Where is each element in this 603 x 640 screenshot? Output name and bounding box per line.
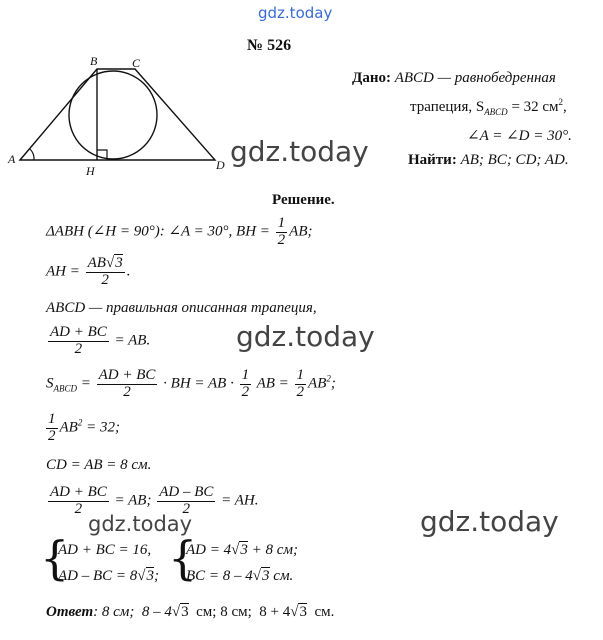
given-text-2b: = 32 см bbox=[507, 99, 559, 115]
find-label: Найти bbox=[408, 152, 452, 168]
l5-den3: 2 bbox=[296, 383, 305, 400]
sys1-b-end: ; bbox=[154, 568, 160, 584]
l4-frac bbox=[48, 325, 109, 358]
system-2-line-a: AD = 4√3 + 8 см; bbox=[186, 542, 298, 558]
l8-mid: = AB; bbox=[114, 492, 152, 509]
l1-text: ΔABH (∠H = 90°): ∠A = 30°, BH = bbox=[46, 223, 270, 240]
l5-mid2: AB = bbox=[256, 375, 289, 392]
l2-pre: AH = bbox=[46, 263, 80, 280]
l8-num1: AD + BC bbox=[50, 484, 107, 500]
l5-frac-2 bbox=[240, 368, 252, 401]
l2-root: 3 bbox=[115, 255, 123, 271]
l8-den2: 2 bbox=[182, 500, 191, 517]
given-text-2c: , bbox=[563, 99, 567, 115]
sys2-a-end: + 8 см; bbox=[247, 542, 298, 558]
l6-den: 2 bbox=[48, 427, 56, 444]
sys2-b-root: 3 bbox=[262, 568, 270, 584]
sys2-b-end: см. bbox=[269, 568, 294, 584]
solution-line-6 bbox=[46, 412, 120, 445]
given-text-2: трапеция, S bbox=[410, 99, 485, 115]
l2-num-text: AB bbox=[87, 255, 106, 271]
given-line-3 bbox=[352, 124, 572, 148]
system-1-brace: { bbox=[40, 531, 70, 585]
l8-end: = AH. bbox=[221, 492, 259, 509]
system-1-line-b: AD – BC = 8√3; bbox=[58, 568, 160, 584]
watermark-4: gdz.today bbox=[420, 505, 559, 538]
watermark-2: gdz.today bbox=[236, 320, 375, 353]
l5-den2: 2 bbox=[241, 383, 250, 400]
inscribed-circle bbox=[69, 71, 157, 159]
solution-line-7: CD = AB = 8 см. bbox=[46, 457, 152, 473]
given-block bbox=[352, 66, 572, 172]
system-2 bbox=[168, 531, 298, 589]
l6-tail: = 32; bbox=[82, 419, 120, 436]
system-1-line-a: AD + BC = 16, bbox=[58, 542, 152, 558]
l6-sup: 2 bbox=[77, 417, 83, 428]
answer-line: Ответ: 8 см; 8 – 4√3 см; 8 см; 8 + 4√3 см. bbox=[46, 604, 335, 620]
answer-root-1: 3 bbox=[181, 604, 189, 620]
sys2-a-root: 3 bbox=[240, 542, 248, 558]
l5-mid: · BH = AB · bbox=[163, 375, 234, 392]
given-line-2 bbox=[352, 90, 572, 124]
given-text-3: ∠A = ∠D = 30°. bbox=[467, 128, 572, 144]
given-sub: ABCD bbox=[484, 107, 508, 117]
sys1-b-root: 3 bbox=[146, 568, 155, 584]
given-sup: 2 bbox=[558, 97, 564, 107]
l5-frac-3 bbox=[295, 368, 307, 401]
l8-frac-1 bbox=[48, 485, 109, 518]
label-b: B bbox=[90, 55, 98, 68]
find-line: Найти: AB; BC; CD; AD. bbox=[408, 152, 569, 168]
l5-end: AB bbox=[308, 375, 327, 392]
l5-pre: S bbox=[46, 375, 54, 392]
watermark-top: gdz.today bbox=[258, 4, 333, 22]
given-label: Дано bbox=[352, 70, 386, 86]
l5-num2: 1 bbox=[241, 367, 250, 383]
l5-semi: ; bbox=[330, 375, 336, 392]
solution-line-5 bbox=[46, 368, 336, 401]
l8-num2: AD – BC bbox=[159, 484, 214, 500]
watermark-1: gdz.today bbox=[230, 135, 369, 168]
l5-den1: 2 bbox=[123, 383, 131, 400]
l4-den: 2 bbox=[74, 340, 83, 357]
l6-frac bbox=[46, 412, 58, 445]
l2-end: . bbox=[126, 263, 131, 280]
l4-end: = AB. bbox=[114, 332, 151, 349]
trapezoid-figure bbox=[0, 55, 240, 175]
given-line-1: Дано: ABCD — равнобедренная bbox=[352, 70, 556, 86]
l1-frac bbox=[276, 216, 288, 249]
sys2-b-pre: BC = 8 – 4 bbox=[186, 568, 253, 584]
solution-line-4 bbox=[46, 325, 150, 358]
answer-label: Ответ bbox=[46, 604, 94, 620]
watermark-3: gdz.today bbox=[88, 512, 193, 536]
answer-part-3: см. bbox=[306, 604, 335, 620]
label-c: C bbox=[132, 56, 141, 70]
l5-sup: 2 bbox=[326, 373, 331, 384]
l8-frac-2 bbox=[157, 485, 215, 518]
l1-num: 1 bbox=[277, 215, 286, 231]
answer-part-2: см; 8 см; 8 + 4 bbox=[188, 604, 291, 620]
l8-den1: 2 bbox=[74, 500, 83, 517]
solution-line-3: ABCD — правильная описанная трапеция, bbox=[46, 300, 317, 316]
l6-num: 1 bbox=[48, 411, 56, 427]
given-text-1: ABCD — равнобедренная bbox=[394, 70, 556, 86]
l4-num: AD + BC bbox=[50, 324, 107, 340]
sys2-a-pre: AD = 4 bbox=[186, 542, 232, 558]
trapezoid-shape bbox=[20, 69, 215, 160]
system-1 bbox=[40, 531, 160, 589]
solution-line-1 bbox=[46, 216, 313, 249]
l5-sub: ABCD bbox=[53, 383, 77, 394]
l5-num1: AD + BC bbox=[98, 367, 156, 383]
answer-root-2: 3 bbox=[299, 604, 307, 620]
answer-part-1: : 8 см; 8 – 4 bbox=[93, 604, 172, 620]
l5-num3: 1 bbox=[296, 367, 305, 383]
label-d: D bbox=[216, 158, 225, 172]
sys1-b-pre: AD – BC = 8 bbox=[58, 568, 138, 584]
l5-eq: = bbox=[80, 375, 91, 392]
label-h: H bbox=[86, 164, 95, 175]
angle-a-arc bbox=[30, 149, 34, 160]
system-2-brace: { bbox=[168, 531, 198, 585]
system-2-line-b: BC = 8 – 4√3 см. bbox=[186, 568, 294, 584]
solution-line-2 bbox=[46, 256, 130, 289]
l1-end: AB; bbox=[289, 223, 313, 240]
l2-den: 2 bbox=[101, 271, 109, 288]
problem-number: № 526 bbox=[247, 37, 292, 54]
solution-heading: Решение. bbox=[272, 192, 335, 208]
l6-end: AB bbox=[59, 419, 78, 436]
l1-den: 2 bbox=[277, 231, 286, 248]
l2-frac bbox=[86, 256, 125, 289]
l5-frac-1 bbox=[97, 368, 158, 401]
l2-num: AB√3 bbox=[87, 255, 123, 271]
find-text: AB; BC; CD; AD. bbox=[460, 152, 569, 168]
label-a: A bbox=[8, 152, 16, 166]
solution-line-8 bbox=[46, 485, 259, 518]
